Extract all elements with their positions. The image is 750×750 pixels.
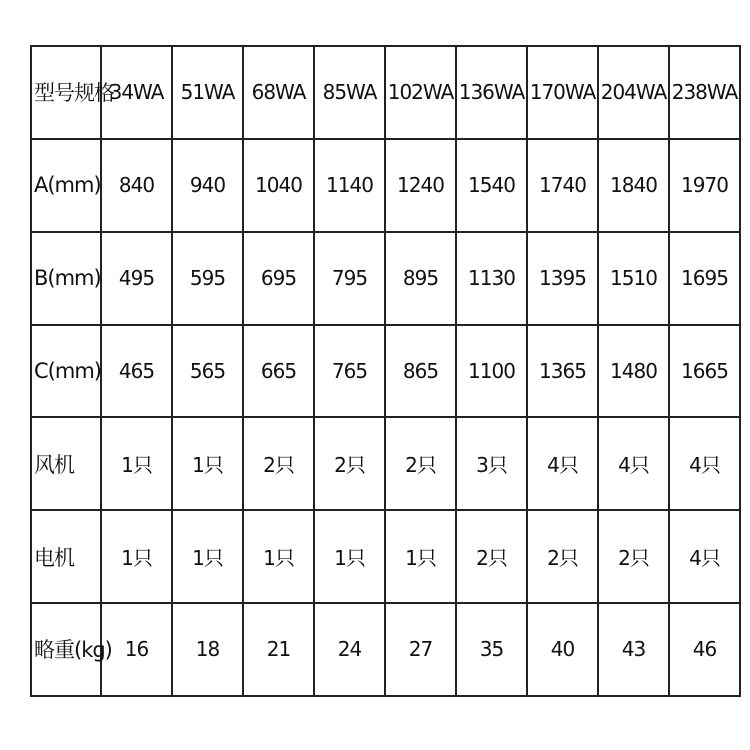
table-cell: 1480 (598, 325, 669, 418)
table-cell: 24 (314, 603, 385, 696)
table-cell: 840 (101, 139, 172, 232)
table-cell: 665 (243, 325, 314, 418)
table-cell: 2只 (243, 417, 314, 510)
row-label: 略重(kg) (31, 603, 101, 696)
table-cell: 4只 (669, 510, 740, 603)
table-cell: 1970 (669, 139, 740, 232)
table-cell: 1240 (385, 139, 456, 232)
spec-table (30, 45, 741, 697)
table-cell: 595 (172, 232, 243, 325)
table-cell: 3只 (456, 417, 527, 510)
table-cell: 765 (314, 325, 385, 418)
table-row-c (31, 325, 740, 418)
header-cell-model: 型号规格 (31, 46, 101, 139)
table-cell: 2只 (314, 417, 385, 510)
header-cell: 68WA (243, 46, 314, 139)
table-cell: 1840 (598, 139, 669, 232)
header-cell: 51WA (172, 46, 243, 139)
header-cell: 34WA (101, 46, 172, 139)
table-row-fan (31, 417, 740, 510)
table-cell: 1740 (527, 139, 598, 232)
table-cell: 1只 (314, 510, 385, 603)
row-label: C(mm) (31, 325, 101, 418)
table-cell: 16 (101, 603, 172, 696)
header-cell: 85WA (314, 46, 385, 139)
table-cell: 1只 (172, 417, 243, 510)
table-cell: 35 (456, 603, 527, 696)
table-cell: 1130 (456, 232, 527, 325)
spec-table-container (30, 45, 741, 695)
row-label: B(mm) (31, 232, 101, 325)
table-cell: 895 (385, 232, 456, 325)
spec-table-body (31, 46, 740, 696)
table-cell: 865 (385, 325, 456, 418)
table-cell: 1040 (243, 139, 314, 232)
table-cell: 18 (172, 603, 243, 696)
table-cell: 1只 (101, 417, 172, 510)
table-cell: 1395 (527, 232, 598, 325)
table-cell: 46 (669, 603, 740, 696)
table-cell: 2只 (385, 417, 456, 510)
table-row-a (31, 139, 740, 232)
table-cell: 940 (172, 139, 243, 232)
table-cell: 1365 (527, 325, 598, 418)
table-row-motor (31, 510, 740, 603)
table-cell: 565 (172, 325, 243, 418)
table-cell: 1只 (385, 510, 456, 603)
table-cell: 27 (385, 603, 456, 696)
header-cell: 238WA (669, 46, 740, 139)
table-header-row (31, 46, 740, 139)
table-cell: 4只 (598, 417, 669, 510)
table-row-b (31, 232, 740, 325)
table-cell: 495 (101, 232, 172, 325)
table-row-weight (31, 603, 740, 696)
row-label: 风机 (31, 417, 101, 510)
table-cell: 695 (243, 232, 314, 325)
table-cell: 1140 (314, 139, 385, 232)
table-cell: 1100 (456, 325, 527, 418)
table-cell: 2只 (456, 510, 527, 603)
row-label: A(mm) (31, 139, 101, 232)
table-cell: 1540 (456, 139, 527, 232)
table-cell: 465 (101, 325, 172, 418)
table-cell: 795 (314, 232, 385, 325)
table-cell: 1只 (172, 510, 243, 603)
table-cell: 21 (243, 603, 314, 696)
table-cell: 1510 (598, 232, 669, 325)
header-cell: 204WA (598, 46, 669, 139)
header-cell: 102WA (385, 46, 456, 139)
table-cell: 1695 (669, 232, 740, 325)
table-cell: 1只 (101, 510, 172, 603)
header-cell: 136WA (456, 46, 527, 139)
table-cell: 1只 (243, 510, 314, 603)
header-cell: 170WA (527, 46, 598, 139)
table-cell: 2只 (598, 510, 669, 603)
table-cell: 40 (527, 603, 598, 696)
table-cell: 4只 (669, 417, 740, 510)
table-cell: 4只 (527, 417, 598, 510)
row-label: 电机 (31, 510, 101, 603)
table-cell: 43 (598, 603, 669, 696)
table-cell: 2只 (527, 510, 598, 603)
table-cell: 1665 (669, 325, 740, 418)
